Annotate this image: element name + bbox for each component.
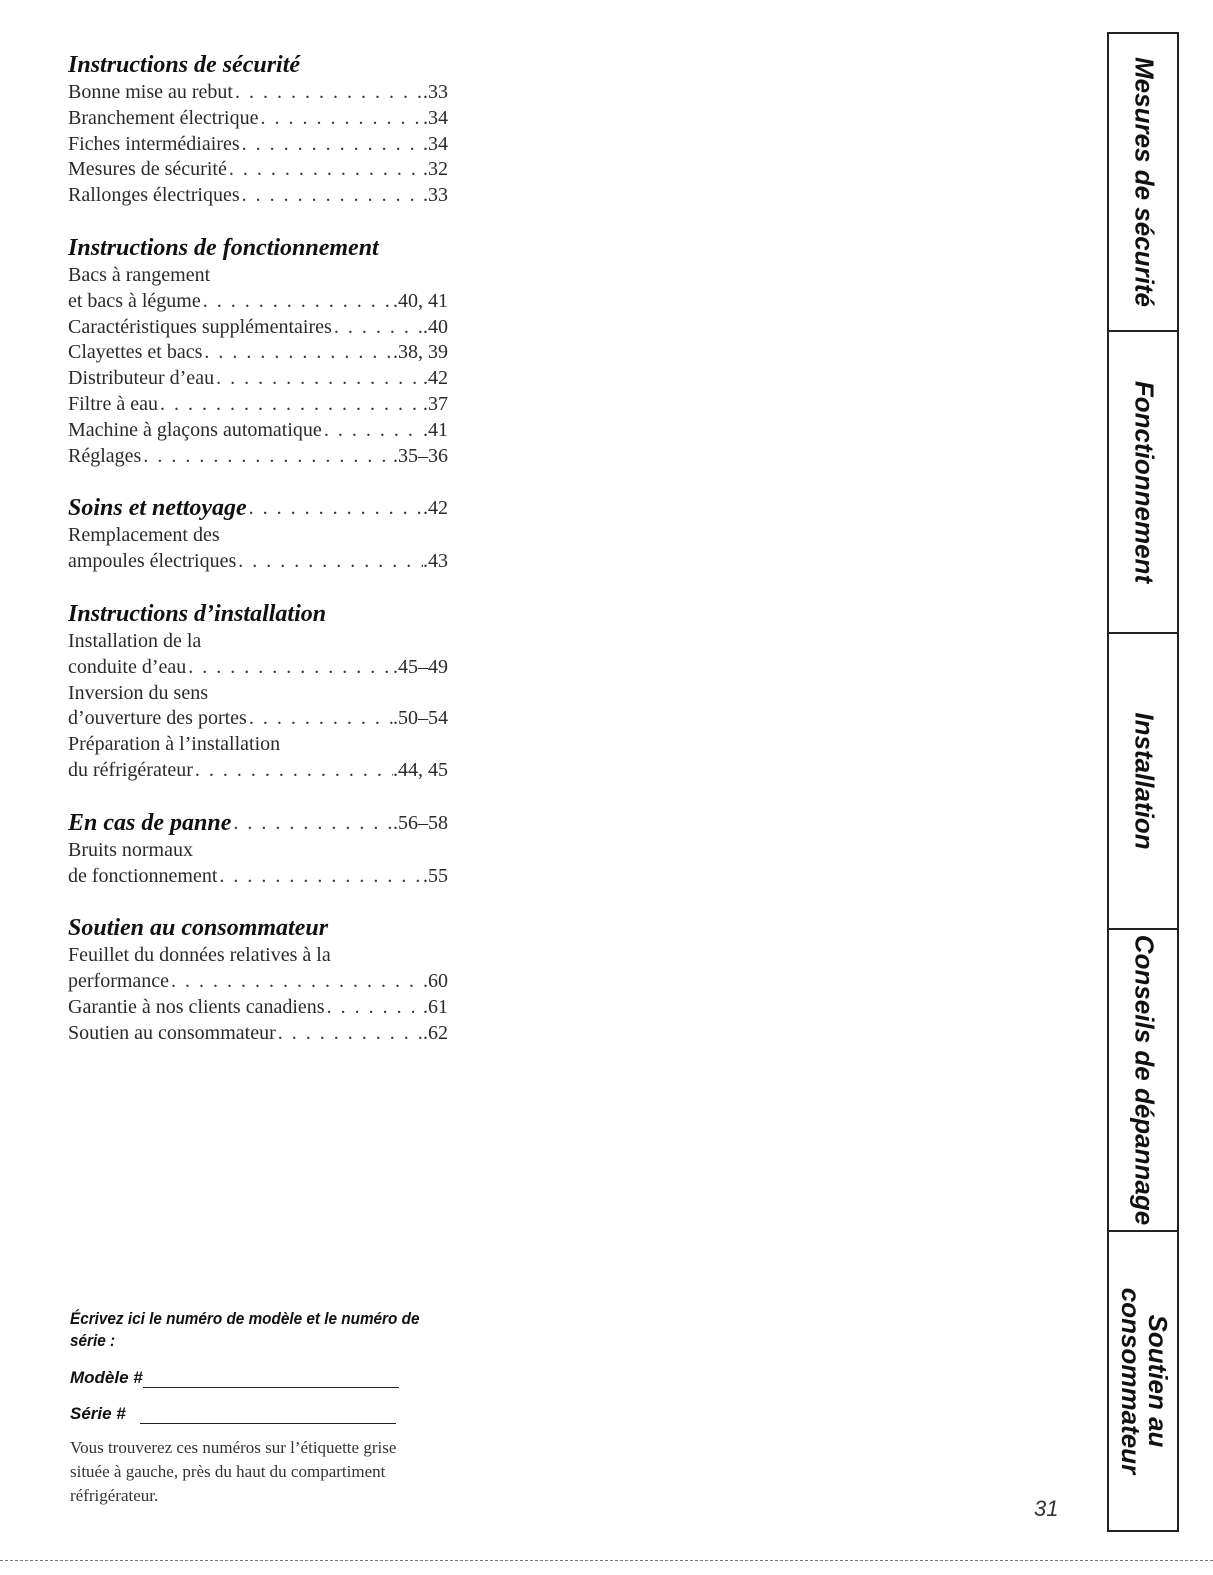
toc-entry-label: Inversion du sens — [68, 681, 208, 704]
toc-entry — [68, 418, 448, 444]
toc-entry-label: Bonne mise au rebut — [68, 81, 233, 103]
section-tab[interactable] — [1109, 34, 1179, 332]
toc-entry — [68, 681, 448, 707]
section-tab-label — [1131, 712, 1158, 849]
leader-dots — [169, 969, 423, 995]
toc-page-ref: .50–54 — [393, 707, 448, 730]
toc-entry — [68, 340, 448, 366]
toc-entry — [68, 315, 448, 341]
leader-dots — [158, 392, 423, 418]
section-tab-label — [1131, 935, 1158, 1225]
toc-entry-label: et bacs à légume — [68, 289, 201, 312]
toc-entry-label: Rallonges électriques — [68, 184, 240, 207]
leader-dots — [141, 444, 393, 470]
toc-entry — [68, 706, 448, 732]
leader-dots — [201, 289, 393, 315]
toc-section-title: Soutien au consommateur — [68, 915, 329, 942]
section-tab-label — [1131, 381, 1158, 583]
toc-entry — [68, 995, 448, 1021]
toc-page-ref: .32 — [423, 158, 448, 181]
toc-page-ref: .56–58 — [393, 811, 448, 834]
toc-entry-label: Réglages — [68, 444, 142, 467]
leader-dots — [193, 758, 393, 784]
toc-entry-label: Clayettes et bacs — [68, 341, 203, 364]
toc-entry — [68, 549, 448, 575]
bottom-rule — [0, 1560, 1213, 1562]
toc-page-ref: .61 — [423, 995, 448, 1018]
toc-page-ref: .33 — [423, 81, 448, 103]
section-tab[interactable] — [1109, 930, 1179, 1232]
toc-section-title-text: En cas de panne — [68, 809, 232, 836]
toc-page-ref: .37 — [423, 392, 448, 415]
leader-dots — [240, 183, 423, 209]
toc-page-ref: .33 — [423, 184, 448, 207]
toc-section-title: Instructions de fonctionnement — [68, 234, 379, 261]
leader-dots — [322, 418, 423, 444]
toc-entry — [68, 183, 448, 209]
section-tab-line: Conseils de dépannage — [1129, 934, 1160, 1226]
page-number: 31 — [1034, 1496, 1059, 1521]
toc-entry — [68, 523, 448, 549]
leader-dots — [325, 995, 423, 1021]
toc-entry-label: ampoules électriques — [68, 550, 237, 573]
toc-section-title — [68, 493, 448, 523]
section-tab-line: Soutien au — [1143, 1314, 1173, 1448]
toc-section — [68, 913, 448, 1046]
toc-entry — [68, 732, 448, 758]
toc-entry — [68, 80, 448, 106]
section-tab-label — [1117, 1288, 1171, 1474]
toc-entry — [68, 969, 448, 995]
section-tab[interactable] — [1109, 1232, 1179, 1530]
toc-entry — [68, 838, 448, 864]
toc-entry-label: de fonctionnement — [68, 864, 218, 887]
toc-page-ref: .40, 41 — [393, 289, 448, 312]
leader-dots — [214, 366, 423, 392]
leader-dots — [332, 315, 423, 341]
toc-page-ref: .35–36 — [393, 444, 448, 467]
toc-page-ref: .43 — [423, 550, 448, 573]
toc-entry-label: Mesures de sécurité — [68, 158, 227, 181]
toc-entry — [68, 289, 448, 315]
leader-dots — [186, 655, 393, 681]
toc-page-ref: .45–49 — [393, 655, 448, 678]
toc-entry-label: conduite d’eau — [68, 655, 187, 678]
toc-entry-label: du réfrigérateur — [68, 758, 193, 781]
leader-dots — [258, 106, 423, 132]
toc-entry-label: Caractéristiques supplémentaires — [68, 315, 332, 338]
toc-entry-label: Feuillet du données relatives à la — [68, 944, 331, 967]
toc-page-ref: .42 — [423, 367, 448, 390]
toc-page-ref: .40 — [423, 315, 448, 338]
section-tab-line: Mesures de sécurité — [1129, 56, 1160, 308]
toc-section — [68, 808, 448, 890]
table-of-contents — [68, 50, 448, 1071]
section-tab-line: Fonctionnement — [1129, 380, 1160, 584]
toc-entry-label: d’ouverture des portes — [68, 707, 247, 730]
toc-entry — [68, 392, 448, 418]
section-tabs — [1107, 32, 1179, 1532]
toc-entry — [68, 655, 448, 681]
toc-entry-label: Bacs à rangement — [68, 263, 211, 286]
toc-entry-label: Distributeur d’eau — [68, 367, 215, 390]
model-line — [143, 1369, 399, 1388]
toc-page-ref: .38, 39 — [393, 341, 448, 364]
toc-page-ref: .60 — [423, 970, 448, 993]
leader-dots — [247, 493, 423, 523]
toc-page-ref: .34 — [423, 132, 448, 155]
toc-entry — [68, 157, 448, 183]
section-tab-line: consommateur — [1116, 1287, 1146, 1475]
toc-entry-label: Machine à glaçons automatique — [68, 418, 322, 441]
leader-dots — [247, 706, 393, 732]
leader-dots — [231, 808, 393, 838]
toc-entry — [68, 864, 448, 890]
toc-entry — [68, 758, 448, 784]
serial-note: Vous trouverez ces numéros sur l’étiquette grise située à gauche, près du haut du compartiment réfrigérateur. — [70, 1438, 397, 1505]
leader-dots — [276, 1021, 423, 1047]
model-field — [70, 1366, 440, 1388]
serial-line — [140, 1405, 396, 1424]
serial-intro: Écrivez ici le numéro de modèle et le numéro de série : — [70, 1309, 420, 1350]
toc-entry — [68, 1021, 448, 1047]
toc-entry-label: performance — [68, 970, 170, 993]
section-tab-label — [1131, 57, 1158, 307]
toc-page-ref: .62 — [423, 1021, 448, 1044]
leader-dots — [217, 864, 423, 890]
toc-page-ref: .41 — [423, 418, 448, 441]
leader-dots — [233, 80, 423, 106]
leader-dots — [236, 549, 423, 575]
serial-field — [70, 1402, 440, 1424]
toc-section — [68, 493, 448, 575]
section-tab[interactable] — [1109, 634, 1179, 930]
leader-dots — [227, 157, 423, 183]
toc-section — [68, 599, 448, 784]
toc-section-title: Instructions de sécurité — [68, 52, 301, 78]
toc-entry-label: Branchement électrique — [68, 106, 259, 129]
toc-entry-label: Soutien au consommateur — [68, 1021, 276, 1044]
toc-entry — [68, 629, 448, 655]
toc-section-title: Instructions d’installation — [68, 600, 327, 627]
toc-entry — [68, 132, 448, 158]
toc-section-title — [68, 808, 448, 838]
section-tab-line: Installation — [1129, 712, 1160, 850]
toc-entry — [68, 263, 448, 289]
toc-entry-label: Filtre à eau — [68, 392, 158, 415]
toc-page-ref: .55 — [423, 864, 448, 887]
toc-page-ref: .42 — [423, 497, 448, 520]
toc-section-title-text: Soins et nettoyage — [68, 495, 247, 522]
section-tab[interactable] — [1109, 332, 1179, 634]
toc-entry — [68, 444, 448, 470]
serial-label: Série # — [70, 1404, 126, 1423]
toc-entry-label: Installation de la — [68, 629, 202, 652]
toc-section — [68, 50, 448, 209]
model-label: Modèle # — [70, 1368, 143, 1387]
toc-entry-label: Fiches intermédiaires — [68, 132, 240, 155]
leader-dots — [240, 132, 423, 158]
toc-page-ref: .44, 45 — [393, 758, 448, 781]
toc-entry-label: Garantie à nos clients canadiens — [68, 995, 325, 1018]
toc-entry — [68, 943, 448, 969]
leader-dots — [202, 340, 393, 366]
toc-entry — [68, 366, 448, 392]
serial-number-box — [70, 1308, 440, 1508]
toc-section — [68, 233, 448, 469]
toc-entry — [68, 106, 448, 132]
toc-entry-label: Remplacement des — [68, 524, 220, 547]
toc-entry-label: Préparation à l’installation — [68, 733, 281, 756]
toc-page-ref: .34 — [423, 106, 448, 129]
toc-entry-label: Bruits normaux — [68, 838, 193, 861]
